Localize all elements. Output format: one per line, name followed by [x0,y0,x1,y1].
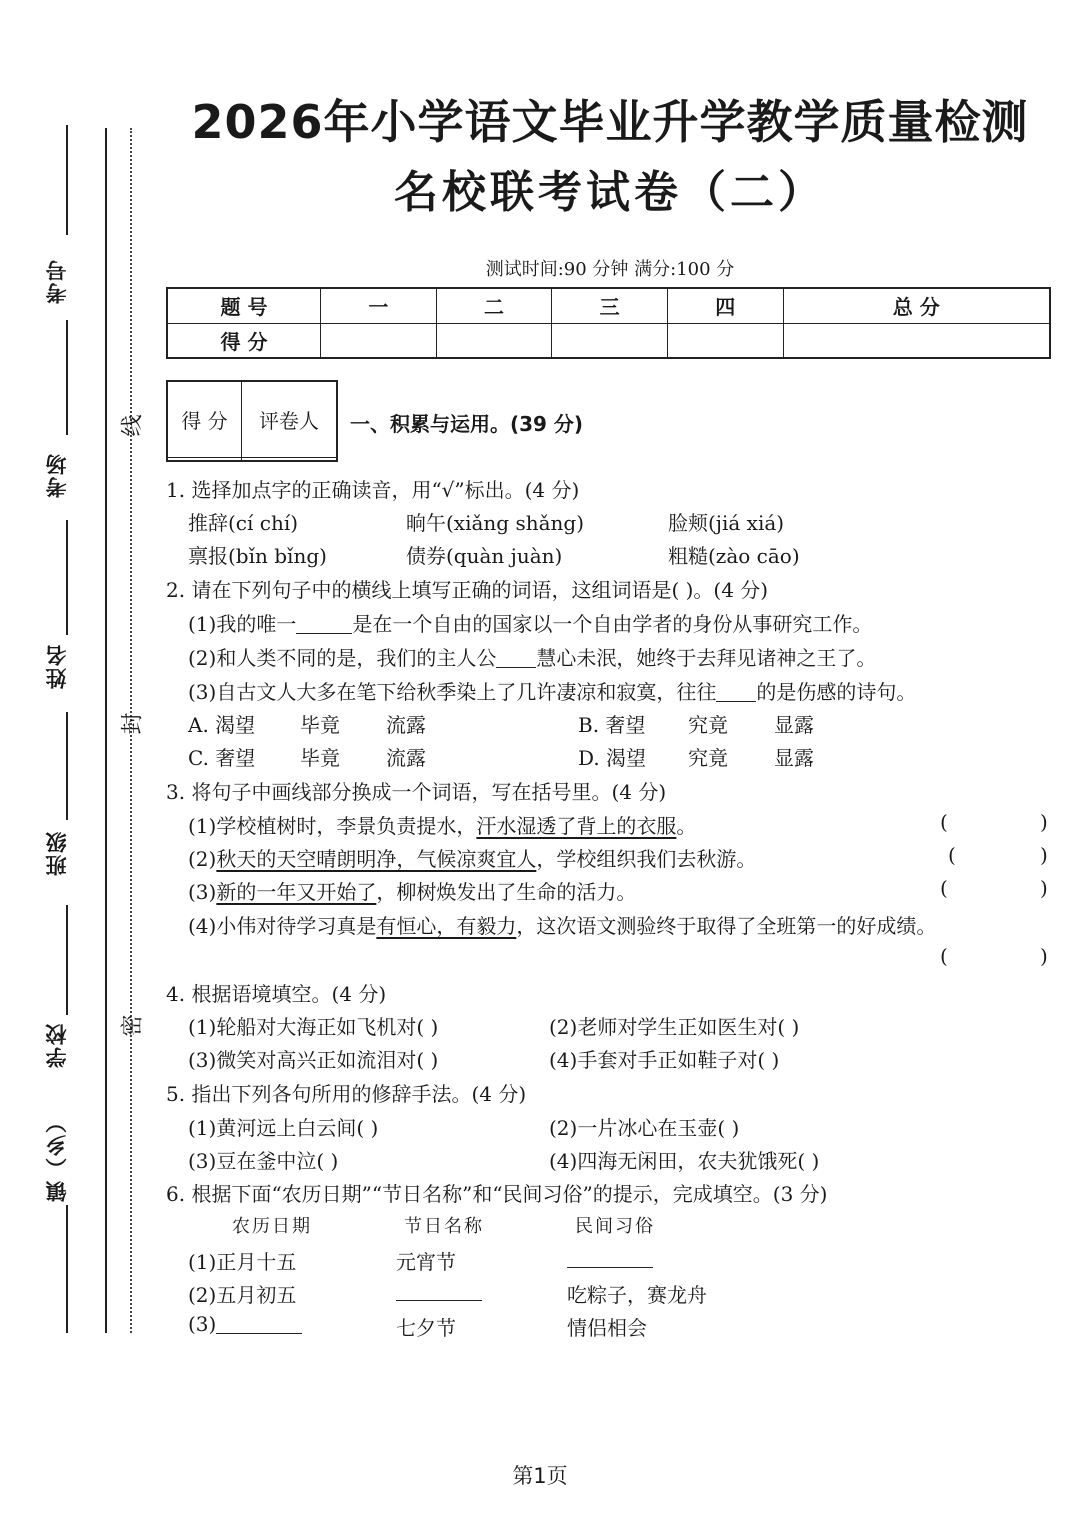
q1-stem: 1. 选择加点字的正确读音，用“√”标出。(4 分) [166,478,580,502]
grader-table [166,380,338,462]
q6-cell: 七夕节 [396,1316,456,1340]
q2-option[interactable]: A. 渴望 毕竟 流露 [188,713,426,737]
q2-option[interactable]: B. 奢望 究竟 显露 [578,713,814,737]
q3-answer-close-paren: ) [1040,944,1048,968]
town-label: 镇（乡） [45,1110,69,1202]
q3-answer-close-paren: ) [1040,843,1048,867]
q6-cell: 吃粽子，赛龙舟 [567,1283,707,1307]
q2-sentence: (2)和人类不同的是，我们的主人公 慧心未泯，她终于去拜见诸神之王了。 [188,646,877,670]
grader-name-cell[interactable] [241,457,337,461]
q3-answer-open-paren: ( [940,810,948,834]
seal-seal-char: 封 [120,712,146,735]
q3-stem: 3. 将句子中画线部分换成一个词语，写在括号里。(4 分) [166,780,667,804]
q2-blank[interactable] [716,681,756,702]
fill-line [66,712,68,820]
q6-blank[interactable] [216,1313,302,1334]
school-label: 学校 [45,1022,69,1068]
score-cell[interactable] [436,323,552,358]
q4-item[interactable]: (4)手套对手正如鞋子对( ) [549,1048,780,1072]
page-subtitle: 名校联考试卷（二） [394,167,826,218]
exam-number-label: 考号 [45,258,69,304]
score-table-header: 二 [436,288,552,323]
name-label: 姓名 [45,643,69,689]
exam-meta: 测试时间:90 分钟 满分:100 分 [485,259,735,280]
q4-item[interactable]: (3)微笑对高兴正如流泪对( ) [188,1048,439,1072]
q6-col-header: 节日名称 [404,1216,484,1237]
q6-cell: 元宵节 [396,1250,456,1274]
q6-blank[interactable] [567,1246,653,1270]
q5-stem: 5. 指出下列各句所用的修辞手法。(4 分) [166,1082,527,1106]
seal-secret-char: 密 [120,1014,146,1037]
q6-cell: (2)五月初五 [188,1283,297,1307]
q6-cell: 情侣相会 [567,1316,647,1340]
q1-item[interactable]: 推辞(cí chí) [188,511,299,535]
q3-answer-close-paren: ) [1040,876,1048,900]
grader-label: 评卷人 [241,381,337,457]
q6-col-header: 农历日期 [232,1216,312,1237]
q6-cell: (1)正月十五 [188,1250,297,1274]
score-table-header: 题 号 [167,288,321,323]
q2-blank[interactable] [296,613,352,634]
q2-option[interactable]: C. 奢望 毕竟 流露 [188,746,426,770]
q6-stem: 6. 根据下面“农历日期”“节日名称”和“民间习俗”的提示，完成填空。(3 分) [166,1182,828,1206]
q2-option[interactable]: D. 渴望 究竟 显露 [578,746,814,770]
q3-answer-open-paren: ( [940,876,948,900]
score-cell[interactable] [321,323,437,358]
q3-answer-open-paren: ( [940,944,948,968]
score-cell[interactable] [552,323,668,358]
q3-sentence: (2)秋天的天空晴朗明净，气候凉爽宜人，学校组织我们去秋游。 [188,847,757,871]
q1-item[interactable]: 晌午(xiǎng shǎng) [406,511,584,535]
q5-item[interactable]: (4)四海无闲田，农夫犹饿死( ) [549,1149,820,1173]
q1-item[interactable]: 禀报(bǐn bǐng) [188,544,327,568]
score-table-header: 总 分 [783,288,1050,323]
score-table-header: 三 [552,288,668,323]
score-cell[interactable] [783,323,1050,358]
score-table-header: 四 [667,288,783,323]
section-heading: 一、积累与运用。(39 分) [350,412,584,436]
fill-line [66,905,68,1015]
q4-stem: 4. 根据语境填空。(4 分) [166,982,387,1006]
q2-blank[interactable] [496,647,536,668]
q2-sentence: (1)我的唯一 是在一个自由的国家以一个自由学者的身份从事研究工作。 [188,612,873,636]
seal-line-char: 线 [120,414,146,437]
grader-score-cell[interactable] [167,457,241,461]
score-table-header: 一 [321,288,437,323]
q3-answer-close-paren: ) [1040,810,1048,834]
score-table-header-row [167,288,1050,323]
q2-sentence: (3)自古文人大多在笔下给秋季染上了几许凄凉和寂寞，往往 的是伤感的诗句。 [188,680,917,704]
q4-item[interactable]: (1)轮船对大海正如飞机对( ) [188,1015,439,1039]
q6-cell: (3) [188,1312,302,1336]
q6-blank[interactable] [396,1279,482,1303]
q3-sentence: (4)小伟对待学习真是有恒心，有毅力，这次语文测验终于取得了全班第一的好成绩。 [188,914,937,938]
exam-room-label: 考场 [45,452,69,498]
q5-item[interactable]: (3)豆在釜中泣( ) [188,1149,339,1173]
q3-answer-open-paren: ( [948,843,956,867]
score-table [166,287,1051,359]
page-number: 第1页 [512,1464,568,1488]
q6-col-header: 民间习俗 [575,1216,655,1237]
binding-line-outer [105,128,107,1333]
fill-line [66,520,68,635]
q5-item[interactable]: (1)黄河远上白云间( ) [188,1116,379,1140]
q1-item[interactable]: 粗糙(zào cāo) [668,544,800,568]
class-label: 班级 [45,830,69,876]
fill-line [66,1205,68,1333]
score-row-label: 得 分 [167,323,321,358]
page-title: 2026年小学语文毕业升学教学质量检测 [191,95,1029,149]
score-table-score-row [167,323,1050,358]
grader-score-label: 得 分 [167,381,241,457]
q4-item[interactable]: (2)老师对学生正如医生对( ) [549,1015,800,1039]
q5-item[interactable]: (2)一片冰心在玉壶( ) [549,1116,740,1140]
q3-sentence: (3)新的一年又开始了，柳树焕发出了生命的活力。 [188,880,637,904]
fill-line [66,320,68,435]
q1-item[interactable]: 脸颊(jiá xiá) [668,511,785,535]
score-cell[interactable] [667,323,783,358]
q3-sentence: (1)学校植树时，李景负责提水，汗水湿透了背上的衣服。 [188,814,697,838]
q1-item[interactable]: 债券(quàn juàn) [406,544,563,568]
fill-line [66,125,68,235]
q2-stem: 2. 请在下列句子中的横线上填写正确的词语，这组词语是( )。(4 分) [166,578,769,602]
